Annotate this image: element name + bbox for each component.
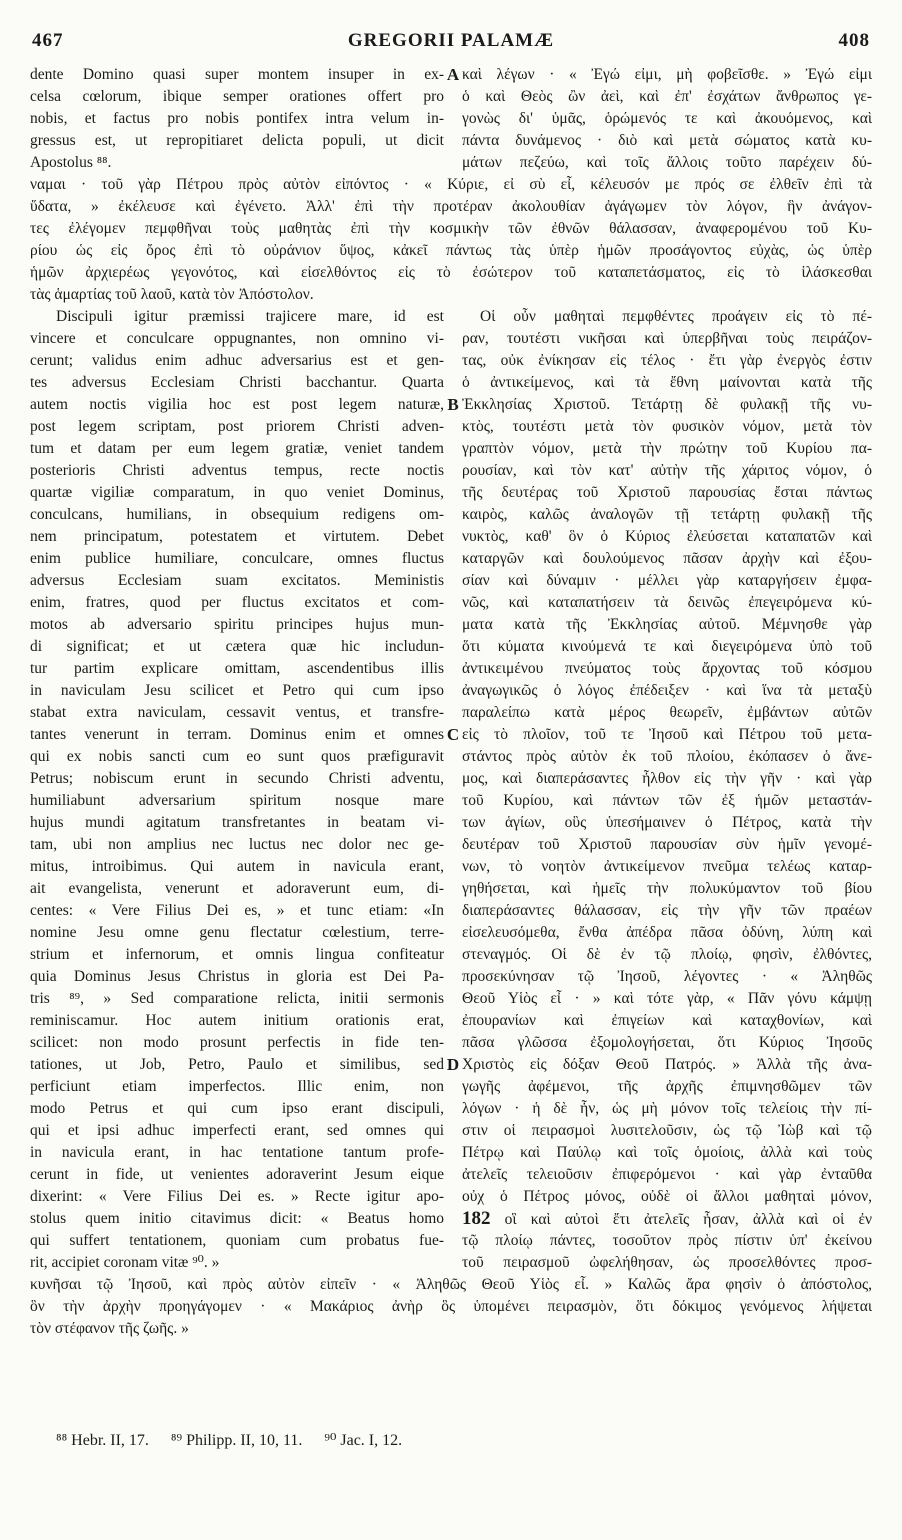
greek-line: Πέτρῳ καὶ Παύλῳ καὶ τοῖς ὁμοίοις, ἀλλὰ καὶ τοὺς <box>462 1144 872 1161</box>
greek-line: οὐχ ὁ Πέτρος μόνος, οὐδὲ οἱ ἄλλοι μαθηταὶ μόνον, <box>462 1188 872 1205</box>
latin-line: strium et infernorum, et omnis lingua confiteatur <box>30 946 444 963</box>
greek-line: δευτέραν τοῦ Χριστοῦ παρουσίαν σὺν ἡμῖν γενομέ- <box>462 836 872 853</box>
section-marker: D <box>446 1055 460 1074</box>
latin-line: tes adversus Ecclesiam Christi bacchantur. Quarta <box>30 374 444 391</box>
greek-line: Ἐκκλησίας Χριστοῦ. Τετάρτῃ δὲ φυλακῇ τῆς νυ- <box>462 396 872 413</box>
latin-line: tris ⁸⁹, » Sed comparatione relicta, initii sermonis <box>30 990 444 1007</box>
greek-line: τοῦ Κυρίου, καὶ πάντων τῶν ἐξ ἡμῶν μεταστάν- <box>462 792 872 809</box>
latin-line: dixerint: « Vere Filius Dei es. » Recte igitur apo- <box>30 1188 444 1205</box>
greek-line: ἀναγωγικῶς ὁ λόγος ἐπέδειξεν · καὶ ἵνα τὰ μεταξὺ <box>462 682 872 699</box>
latin-line: gressus est, ut repropitiaret delicta populi, ut dicit <box>30 132 444 149</box>
greek-line: γωγῆς ἀφέμενοι, τῆς ἀρχῆς ἐπιμνησθῶμεν τῶν <box>462 1078 872 1095</box>
greek-line: γονὼς δι' ὑμᾶς, ὁρώμενός τε καὶ ἀκουόμενος, καὶ <box>462 110 872 127</box>
footnote: ⁸⁸ Hebr. II, 17. <box>56 1432 149 1449</box>
greek-line: μάτων πεζεύω, καὶ τοῖς ἄλλοις τοῦτο παρέχειν δύ- <box>462 154 872 171</box>
latin-line: humiliabunt adversarium spiritum nosque mare <box>30 792 444 809</box>
greek-line: ματα κατὰ τῆς Ἐκκλησίας αὐτοῦ. Μέμνησθε γὰρ <box>462 616 872 633</box>
running-title: GREGORII PALAMÆ <box>347 30 555 51</box>
latin-line: enim, fratres, quod per fluctus excitatos et com- <box>30 594 444 611</box>
greek-full-line: ὕδατα, » ἐκέλευσε καὶ ἐγένετο. Ἀλλ' ἐπὶ τὴν προτέραν ἀκολουθίαν ἀγάγωμεν τὸν λόγον, ἣν ἀνάγον- <box>30 198 872 215</box>
greek-line: παραλείπω κατὰ μέρος θεωρεῖν, ἐμβάντων αὐτῶν <box>462 704 872 721</box>
greek-line: 182 οἳ καὶ αὐτοὶ ἔτι ἀτελεῖς ἦσαν, ἀλλὰ καὶ οἱ ἐν <box>462 1208 872 1229</box>
latin-line: nem principatum, potestatem et virtutem. Debet <box>30 528 444 545</box>
latin-line: enim publice humiliare, conculcare, omnes fluctus <box>30 550 444 567</box>
latin-line: celsa cœlorum, ibique semper orationes offert pro <box>30 88 444 105</box>
greek-line: ὅτι κύματα κινούμενά τε καὶ διεγειρόμενα ὑπὸ τοῦ <box>462 638 872 655</box>
greek-line: σίαν καὶ δύναμιν · μέλλει γὰρ καταργήσειν ἐμφα- <box>462 572 872 589</box>
latin-line: tam, ubi non amplius nec luctus nec dolor nec ge- <box>30 836 444 853</box>
latin-line: reminiscamur. Hoc autem initium orationis erat, <box>30 1012 444 1029</box>
latin-line: tur partim explicare omittam, ascendentibus illis <box>30 660 444 677</box>
latin-line: modo Petrus et qui cum ipso erant discipuli, <box>30 1100 444 1117</box>
footnote: ⁹⁰ Jac. I, 12. <box>324 1432 403 1449</box>
latin-line: adversus Ecclesiam suam excitatos. Meministis <box>30 572 444 589</box>
latin-line: dente Domino quasi super montem insuper in ex- <box>30 66 444 83</box>
latin-line: perficiunt etiam imperfectos. Illic enim, non <box>30 1078 444 1095</box>
greek-full-line: τὰς ἁμαρτίας τοῦ λαοῦ, κατὰ τὸν Ἀπόστολον. <box>30 286 314 303</box>
latin-line: stolus quem initio citavimus dicit: « Beatus homo <box>30 1210 444 1227</box>
greek-line: ἀντικειμένου πνεύματος τοὺς ἄρχοντας τοῦ κόσμου <box>462 660 872 677</box>
page-header <box>32 30 870 60</box>
greek-line: καταργῶν καὶ δουλούμενος πᾶσαν ἀρχὴν καὶ ἐξου- <box>462 550 872 567</box>
latin-line: in naviculam Jesu scilicet et Petro qui cum ipso <box>30 682 444 699</box>
greek-line: καιρὸς, καλῶς ἀναλογῶν τῇ τετάρτῃ φυλακῇ τῆς <box>462 506 872 523</box>
latin-line: Apostolus ⁸⁸. <box>30 154 112 171</box>
greek-line: γραπτὸν νόμον, μετὰ τὴν πρώτην τοῦ Κυρίου πα- <box>462 440 872 457</box>
latin-line: ait evangelista, venerunt et adoraverunt eum, di- <box>30 880 444 897</box>
greek-line: στάντος πρὸς αὐτὸν ἐκ τοῦ πλοίου, ἐκόπασεν ὁ ἄνε- <box>462 748 872 765</box>
greek-full-line: τες ἐλέγομεν πεμφθῆναι τοὺς μαθητὰς ἐπὶ τὴν κοσμικὴν τῶν ἐθνῶν θάλασσαν, ἀναφερομένου τοῦ Κυ- <box>30 220 872 237</box>
section-marker: B <box>447 395 459 414</box>
latin-line: rit, accipiet coronam vitæ ⁹⁰. » <box>30 1254 220 1271</box>
greek-line: μος, καὶ διαπεράσαντες ἦλθον εἰς τὴν γῆν · καὶ γὰρ <box>462 770 872 787</box>
greek-line: ὁ ἀντικείμενος, καὶ τὰ ἔθνη μαίνονται κατὰ τῆς <box>462 374 872 391</box>
greek-line: στεναγμός. Οἱ δὲ ἐν τῷ πλοίῳ, φησὶν, ἐλθόντες, <box>462 946 872 963</box>
section-marker: C <box>446 725 460 744</box>
footnote: ⁸⁹ Philipp. II, 10, 11. <box>170 1432 303 1449</box>
latin-line: qui ex nobis sancti cum eo sunt quos præfiguravit <box>30 748 444 765</box>
latin-line: quia Dominus Jesus Christus in gloria est Dei Pa- <box>30 968 444 985</box>
latin-line: qui et ipsi adhuc imperfecti erant, sed omnes qui <box>30 1122 444 1139</box>
latin-line: di significat; et ut cætera quæ hic includun- <box>30 638 444 655</box>
greek-line: πᾶσα γλῶσσα ἐξομολογήσεται, ὅτι Κύριος Ἰησοῦς <box>462 1034 872 1051</box>
greek-line: τοῦ πειρασμοῦ ὠφελήθησαν, ὡς προσελθόντες προσ- <box>462 1254 872 1271</box>
latin-line: tantes venerunt in terram. Dominus enim et omnes <box>30 726 444 743</box>
greek-line: νυκτὸς, καθ' ὃν ὁ Κύριος ἐλεύσεται καταπατῶν καὶ <box>462 528 872 545</box>
latin-line: scilicet: non modo prosunt perfectis in fide ten- <box>30 1034 444 1051</box>
latin-line: cerunt; validus enim adhuc adversarius est et gen- <box>30 352 444 369</box>
latin-line: post legem scriptam, post priorem Christi adven- <box>30 418 444 435</box>
latin-line: Petrus; nobiscum erunt in secundo Christi adventu, <box>30 770 444 787</box>
greek-full-line: τὸν στέφανον τῆς ζωῆς. » <box>30 1320 189 1337</box>
greek-line: ἐπουρανίων καὶ ἐπιγείων καὶ καταχθονίων, καὶ <box>462 1012 872 1029</box>
greek-line: Οἱ οὖν μαθηταὶ πεμφθέντες προάγειν εἰς τὸ πέ- <box>480 308 872 325</box>
latin-line: qui suffert tentationem, quoniam cum probatus fue- <box>30 1232 444 1249</box>
greek-full-line: ὃν τὴν ἀρχὴν προηγάγομεν · « Μακάριος ἀνὴρ ὃς ὑπομένει πειρασμὸν, ὅτι δόκιμος γενόμενος λήψεται <box>30 1298 872 1315</box>
greek-line: καὶ λέγων · « Ἐγώ εἰμι, μὴ φοβεῖσθε. » Ἐγώ εἰμι <box>462 66 872 83</box>
greek-full-line: ναμαι · τοῦ γὰρ Πέτρου πρὸς αὐτὸν εἰπόντος · « Κύριε, εἰ σὺ εἶ, κέλευσόν με πρός σε ἐλθεῖν ἐπὶ τὰ <box>30 176 872 193</box>
greek-line: πάντα δυνάμενος · διὸ καὶ μετὰ σώματος κατὰ κυ- <box>462 132 872 149</box>
page-number-left: 467 <box>32 30 64 51</box>
greek-line: νῶς, καὶ καταπατήσειν τὰ δεινῶς ἐπεγειρόμενα κύ- <box>462 594 872 611</box>
greek-line: τῷ πλοίῳ πάντες, τοσοῦτον πρὸς πίστιν ὑπ' ἐκείνου <box>462 1232 872 1249</box>
greek-line: διαπεράσαντες θάλασσαν, εἰς τὴν γῆν τῶν πραέων <box>462 902 872 919</box>
greek-line: λόγων · ἡ δὲ ἦν, ὡς μὴ μόνον τοῖς τελείοις τὴν πί- <box>462 1100 872 1117</box>
greek-line: ἀτελεῖς τελειοῦσιν ἐπιφερόμενοι · καὶ γὰρ ἐνταῦθα <box>462 1166 872 1183</box>
greek-full-line: ρίου ὡς εἰς ὄρος ἐπὶ τὸ οὐράνιον ὕψος, κἀκεῖ πάντως τὰς ὑπὲρ ἡμῶν προσάγοντος εὐχὰς, ὡς ὑπὲρ <box>30 242 872 259</box>
greek-line: ρουσίαν, καὶ τὸν κατ' αὐτὴν τῆς χάριτος νόμον, ὁ <box>462 462 872 479</box>
greek-line: ὁ καὶ Θεὸς ὢν ἀεὶ, καὶ ἐπ' ἐσχάτων ἄνθρωπος γε- <box>462 88 872 105</box>
latin-line: centes: « Vere Filius Dei es, » et tunc etiam: «In <box>30 902 444 919</box>
latin-line: autem noctis vigilia hoc est post legem naturæ, <box>30 396 444 413</box>
latin-line: conculcans, humilians, in obsequium redigens om- <box>30 506 444 523</box>
greek-line: Χριστὸς εἰς δόξαν Θεοῦ Πατρός. » Ἀλλὰ τῆς ἀνα- <box>462 1056 872 1073</box>
greek-line: τῆς δευτέρας τοῦ Χριστοῦ παρουσίας ἔσται πάντως <box>462 484 872 501</box>
greek-full-line: ἡμῶν ἀρχιερέως γεγονότος, καὶ εἰσελθόντος εἰς τὸ ἐσώτερον τοῦ καταπετάσματος, εἰς τὸ ἱλάσκεσθαι <box>30 264 872 281</box>
margin-column-number: 182 <box>462 1208 491 1229</box>
greek-line: νων, τὸ νοητὸν ἀντικείμενον πνεῦμα τελέως καταρ- <box>462 858 872 875</box>
latin-line: Discipuli igitur præmissi trajicere mare, id est <box>56 308 444 325</box>
greek-line: κτὸς, τουτέστι μετὰ τὸν φυσικὸν νόμον, μετὰ τὸν <box>462 418 872 435</box>
latin-line: cerunt in fide, ut venientes adoraverint Jesum eique <box>30 1166 444 1183</box>
footnotes <box>56 1430 420 1450</box>
latin-line: vincere et conculcare oppugnantes, non omnino vi- <box>30 330 444 347</box>
latin-line: mitus, introibimus. Qui autem in navicula erant, <box>30 858 444 875</box>
greek-line: Θεοῦ Υἱὸς εἶ · » καὶ τότε γὰρ, « Πᾶν γόνυ κάμψῃ <box>462 990 872 1007</box>
greek-line: εἰσελευσόμεθα, ἔνθα ἀπέδρα πᾶσα ὀδύνη, λύπη καὶ <box>462 924 872 941</box>
greek-line: εἰς τὸ πλοῖον, τοῦ τε Ἰησοῦ καὶ Πέτρου τοῦ μετα- <box>462 726 872 743</box>
latin-line: stabat extra naviculam, cessavit ventus, et transfre- <box>30 704 444 721</box>
greek-line: προσεκύνησαν τῷ Ἰησοῦ, λέγοντες · « Ἀληθῶς <box>462 968 872 985</box>
latin-line: tum et datam per eum legem gratiæ, veniet tandem <box>30 440 444 457</box>
latin-line: tationes, ut Job, Petro, Paulo et similibus, sed <box>30 1056 444 1073</box>
latin-line: posterioris Christi adventus tempus, recte noctis <box>30 462 444 479</box>
greek-line: τας, οὐκ ἐνίκησαν εἰς τέλος · ἔτι γὰρ ἐνεργὸς ἐστιν <box>462 352 872 369</box>
latin-line: motos ab adversario spiritu principes hujus mun- <box>30 616 444 633</box>
latin-line: nomine Jesu omne genu flectatur cœlestium, terre- <box>30 924 444 941</box>
latin-line: in navicula erant, in hac tentatione tantum profe- <box>30 1144 444 1161</box>
greek-line: γηθήσεται, καὶ ἡμεῖς τὴν πολυκύμαντον τοῦ βίου <box>462 880 872 897</box>
section-marker: A <box>446 65 460 84</box>
latin-line: nobis, et factus pro nobis pontifex intra velum in- <box>30 110 444 127</box>
greek-full-line: κυνῆσαι τῷ Ἰησοῦ, καὶ πρὸς αὐτὸν εἰπεῖν · « Ἀληθῶς Θεοῦ Υἱὸς εἶ. » Καλῶς ἄρα φησὶν ὁ ἀπόστολος, <box>30 1276 872 1293</box>
greek-line: στιν οἱ πειρασμοὶ λυσιτελοῦσιν, ὡς τῷ Ἰὼβ καὶ τῷ <box>462 1122 872 1139</box>
page-number-right: 408 <box>838 30 870 51</box>
latin-line: quartæ vigiliæ comparatum, in quo veniet Dominus, <box>30 484 444 501</box>
greek-line: των ἁγίων, οὓς ὑπεσήμαινεν ὁ Πέτρος, κατὰ τὴν <box>462 814 872 831</box>
latin-line: hujus mundi agitatum transfretantes in beatam vi- <box>30 814 444 831</box>
greek-line: ραν, τουτέστι νικῆσαι καὶ ὑπερβῆναι τοὺς πειράζον- <box>462 330 872 347</box>
